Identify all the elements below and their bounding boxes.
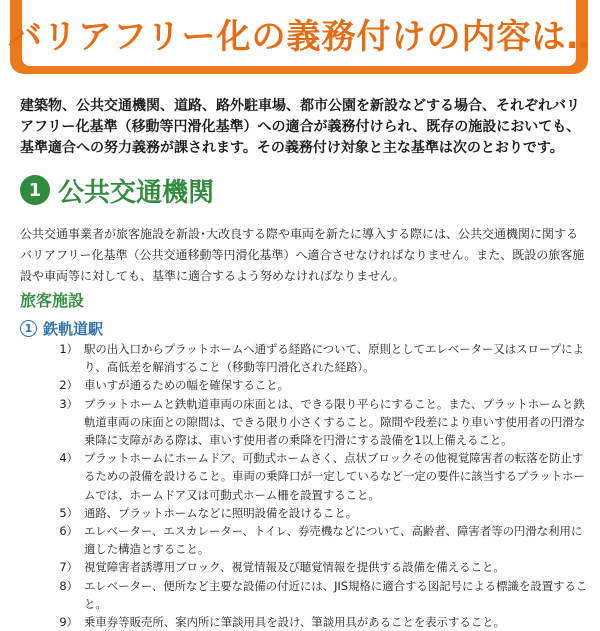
item-text: 乗車券等販売所、案内所に筆談用具を設け、筆談用具があることを表示すること。 xyxy=(84,615,505,630)
list-item xyxy=(32,376,588,394)
item-number: 6） xyxy=(59,524,78,539)
item-text: プラットホームと鉄軌道車両の床面とは、できる限り平らにすること。また、プラットホームと鉄軌道車両の床面との隙間は、できる限り小さくすること。隙間や段差により車いす使用者の円滑な乗降に支障がある際は、車いす使用者の乗降を円滑にする設備を1以上備えること。 xyxy=(84,396,586,448)
item-text: 通路、プラットホームなどに照明設備を設けること。 xyxy=(84,505,358,520)
list-item xyxy=(32,340,588,376)
item-number: 2） xyxy=(59,378,78,393)
item-text: 駅の出入口からプラットホームへ通ずる経路について、原則としてエレベーター又はスロープにより、高低差を解消すること（移動等円滑化された経路）。 xyxy=(84,342,584,375)
title-banner-inner xyxy=(7,0,591,66)
list-item xyxy=(32,577,588,613)
rail-station-heading xyxy=(20,318,103,339)
title-banner xyxy=(7,0,591,74)
page-title: バリアフリー化の義務付けの内容は‥ xyxy=(7,16,591,57)
item-number: 5） xyxy=(59,505,78,520)
subheading-passenger-facilities: 旅客施設 xyxy=(20,291,85,310)
list-item xyxy=(32,449,588,504)
section-heading xyxy=(20,170,586,210)
list-item xyxy=(32,504,588,522)
list-item xyxy=(32,613,588,631)
item-number: 8） xyxy=(59,578,78,593)
item-number: 1） xyxy=(59,342,78,356)
item-text: エレベーター、エスカレーター、トイレ、券売機などについて、高齢者、障害者等の円滑な利用に適した構造とすること。 xyxy=(84,524,583,557)
item-text: プラットホームにホームドア、可動式ホームさく、点状ブロックその他視覚障害者の転落を防止するための設備を設けること。車両の乗降口が一定しているなど一定の要件に該当するプラットホームでは、ホームドア又は可動式ホーム柵を設置すること。 xyxy=(84,451,585,502)
list-item xyxy=(32,522,588,558)
item-text: 車いすが通るための幅を確保すること。 xyxy=(84,378,290,393)
list-item xyxy=(32,395,588,450)
section-title: 公共交通機関 xyxy=(58,177,215,208)
item-number: 4） xyxy=(59,451,78,466)
section-number-badge: 1 xyxy=(20,175,50,205)
requirement-list xyxy=(32,340,588,631)
intro-paragraph: 建築物、公共交通機関、道路、路外駐車場、都市公園を新設などする場合、それぞれバリアフリー化基準（移動等円滑化基準）への適合が義務付けられ、既存の施設においても、基準適合への努力義務が課されます。その義務付け対象と主な基準は次のとおりです。 xyxy=(20,98,581,156)
item-number: 9） xyxy=(59,615,78,630)
list-item xyxy=(32,558,588,576)
rail-number-badge: 1 xyxy=(20,320,37,337)
rail-station-title: 鉄軌道駅 xyxy=(43,320,104,338)
section-body-text: 公共交通事業者が旅客施設を新設･大改良する際や車両を新たに導入する際には、公共交通機関に関するバリアフリー化基準（公共交通移動等円滑化基準）へ適合させなければなりません。また、既設の旅客施設や車両等に対しても、基準に適合するよう努めなければなりません。 xyxy=(20,227,585,283)
item-text: 視覚障害者誘導用ブロック、視覚情報及び聴覚情報を提供する設備を備えること。 xyxy=(84,560,505,575)
item-text: エレベーター、便所など主要な設備の付近には、JIS規格に適合する図記号による標識を設置すること。 xyxy=(84,578,588,611)
item-number: 7） xyxy=(59,560,78,575)
item-number: 3） xyxy=(59,396,78,411)
